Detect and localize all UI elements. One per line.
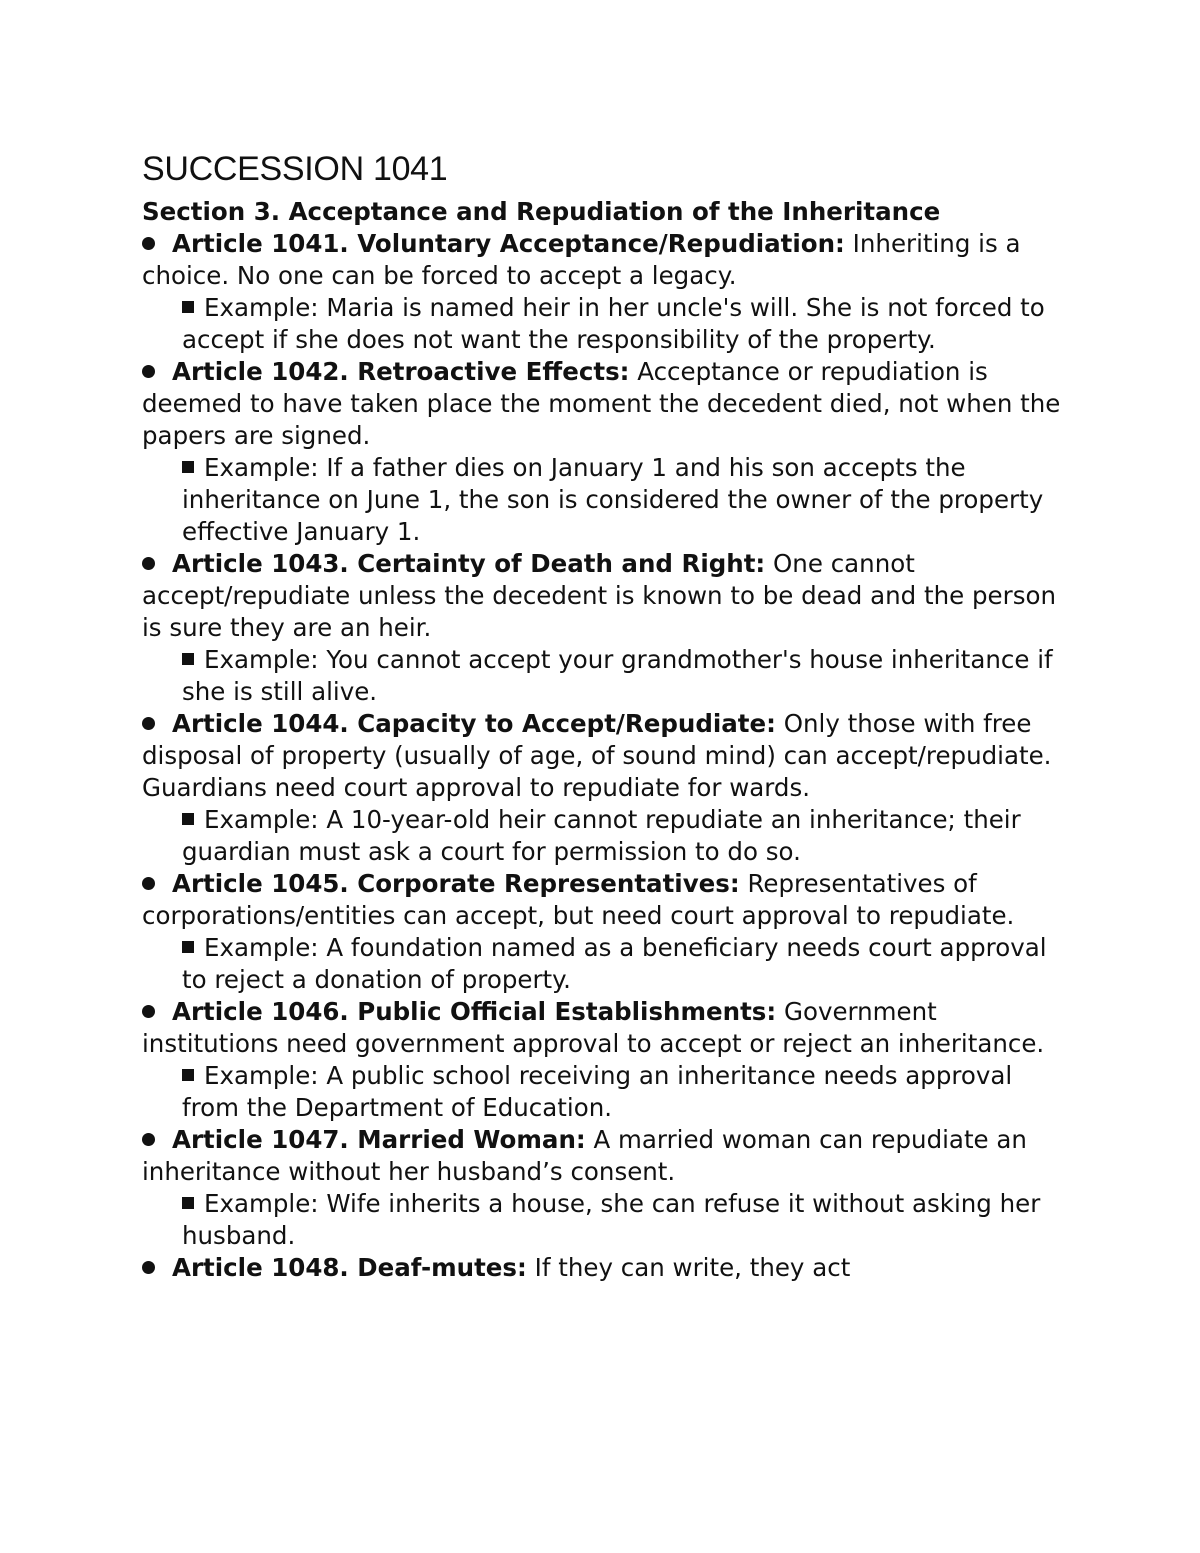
example-text: Example: Maria is named heir in her uncle's will. She is not forced to accept if she does not want the responsibility of the property. [182, 293, 1045, 354]
example-text: Example: A foundation named as a beneficiary needs court approval to reject a donation of property. [182, 933, 1047, 994]
example-text: Example: A 10-year-old heir cannot repudiate an inheritance; their guardian must ask a court for permission to do so. [182, 805, 1021, 866]
section-heading: Section 3. Acceptance and Repudiation of the Inheritance [142, 197, 941, 226]
article-text: Inheriting is a choice. No one can be forced to accept a legacy. [142, 229, 1021, 290]
article-text: Only those with free disposal of property (usually of age, of sound mind) can accept/repudiate. Guardians need court approval to repudiate for wards. [142, 709, 1052, 802]
article-1046 [142, 996, 1072, 1060]
article-title: Article 1046. Public Official Establishments: [172, 997, 777, 1026]
example-text: Example: If a father dies on January 1 and his son accepts the inheritance on June 1, the son is considered the owner of the property effective January 1. [182, 453, 1044, 546]
article-1045-example [182, 932, 1072, 996]
article-1042-example [182, 452, 1072, 548]
article-1044 [142, 708, 1072, 804]
document-title: SUCCESSION 1041 [142, 150, 448, 188]
square-bullet-icon [182, 653, 194, 665]
article-1046-example [182, 1060, 1072, 1124]
article-1043-example [182, 644, 1072, 708]
example-text: Example: A public school receiving an inheritance needs approval from the Department of Education. [182, 1061, 1013, 1122]
document-content [142, 148, 1072, 1284]
bullet-icon [142, 548, 172, 580]
article-text: If they can write, they act [534, 1253, 851, 1282]
square-bullet-icon [182, 461, 194, 473]
article-1043 [142, 548, 1072, 644]
article-1045 [142, 868, 1072, 932]
bullet-icon [142, 228, 172, 260]
article-title: Article 1042. Retroactive Effects: [172, 357, 630, 386]
article-text: Acceptance or repudiation is deemed to have taken place the moment the decedent died, not when the papers are signed. [142, 357, 1061, 450]
article-1041-example [182, 292, 1072, 356]
bullet-icon [142, 708, 172, 740]
article-title: Article 1048. Deaf-mutes: [172, 1253, 527, 1282]
article-text: One cannot accept/repudiate unless the decedent is known to be dead and the person is sure they are an heir. [142, 549, 1056, 642]
bullet-icon [142, 1252, 172, 1284]
square-bullet-icon [182, 301, 194, 313]
article-1041 [142, 228, 1072, 292]
bullet-icon [142, 868, 172, 900]
article-title: Article 1044. Capacity to Accept/Repudiate: [172, 709, 776, 738]
article-1042 [142, 356, 1072, 452]
article-text: A married woman can repudiate an inheritance without her husband’s consent. [142, 1125, 1027, 1186]
article-title: Article 1047. Married Woman: [172, 1125, 586, 1154]
article-title: Article 1045. Corporate Representatives: [172, 869, 740, 898]
article-1048 [142, 1252, 1072, 1284]
square-bullet-icon [182, 941, 194, 953]
article-1047 [142, 1124, 1072, 1188]
article-title: Article 1043. Certainty of Death and Right: [172, 549, 766, 578]
square-bullet-icon [182, 813, 194, 825]
article-title: Article 1041. Voluntary Acceptance/Repudiation: [172, 229, 845, 258]
bullet-icon [142, 356, 172, 388]
square-bullet-icon [182, 1069, 194, 1081]
bullet-icon [142, 996, 172, 1028]
bullet-icon [142, 1124, 172, 1156]
article-1044-example [182, 804, 1072, 868]
article-text: Representatives of corporations/entities can accept, but need court approval to repudiate. [142, 869, 1015, 930]
square-bullet-icon [182, 1197, 194, 1209]
example-text: Example: You cannot accept your grandmother's house inheritance if she is still alive. [182, 645, 1053, 706]
article-text: Government institutions need government approval to accept or reject an inheritance. [142, 997, 1045, 1058]
article-1047-example [182, 1188, 1072, 1252]
example-text: Example: Wife inherits a house, she can refuse it without asking her husband. [182, 1189, 1041, 1250]
